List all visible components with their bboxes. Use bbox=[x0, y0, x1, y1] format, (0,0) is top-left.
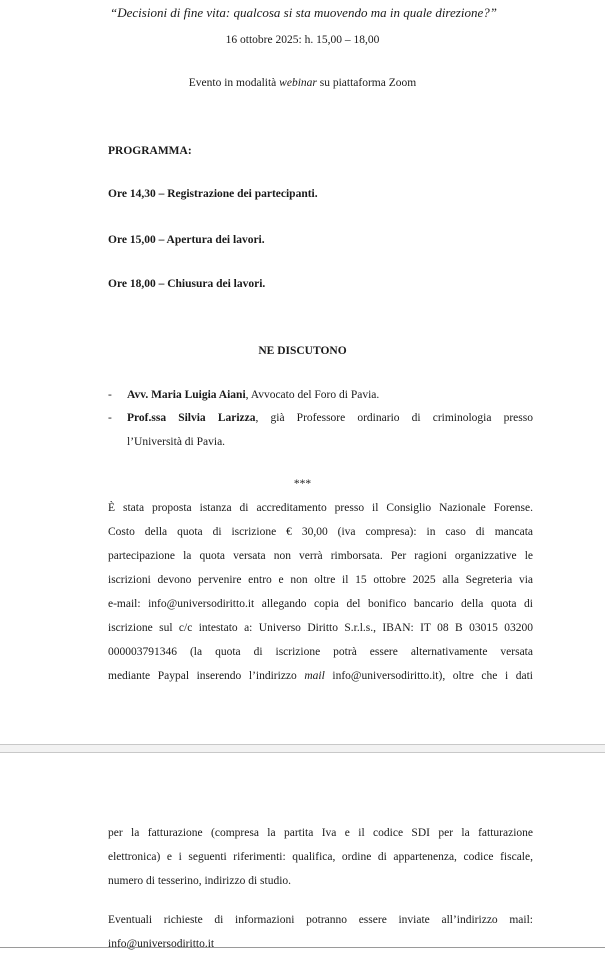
paragraph-line: elettronica) e i seguenti riferimenti: qualifica, ordine di appartenenza, codice fiscale, bbox=[108, 851, 533, 863]
contact-paragraph bbox=[108, 908, 533, 956]
speaker-role: , Avvocato del Foro di Pavia. bbox=[245, 389, 380, 401]
speaker-item bbox=[127, 383, 533, 407]
speaker-line bbox=[127, 406, 533, 430]
program-heading: PROGRAMMA: bbox=[108, 145, 192, 157]
paragraph-line: È stata proposta istanza di accreditamento presso il Consiglio Nazionale Forense. bbox=[108, 502, 533, 514]
paragraph-line: per la fatturazione (compresa la partita Iva e il codice SDI per la fatturazione bbox=[108, 827, 533, 839]
paragraph-line: iscrizione sul c/c intestato a: Universo Diritto S.r.l.s., IBAN: IT 08 B 03015 03200 bbox=[108, 622, 533, 634]
continuation-paragraph bbox=[108, 821, 533, 893]
speaker-name: Avv. Maria Luigia Aiani bbox=[127, 389, 246, 401]
document-page-2 bbox=[0, 753, 605, 950]
paragraph-line: partecipazione la quota versata non verrà rimborsata. Per ragioni organizzative le bbox=[108, 550, 533, 562]
event-mode-prefix: Evento in modalità bbox=[188, 77, 280, 89]
paragraph-line bbox=[108, 664, 533, 688]
speaker-item bbox=[127, 406, 533, 454]
section-separator: *** bbox=[293, 478, 312, 490]
speaker-role: , già Professore ordinario di criminologia presso bbox=[255, 412, 533, 424]
paragraph-line-suffix: info@universodiritto.it), oltre che i dati bbox=[324, 670, 533, 682]
mail-word: mail bbox=[304, 670, 325, 682]
event-mode-suffix: su piattaforma Zoom bbox=[316, 77, 417, 89]
paragraph-line: iscrizioni devono pervenire entro e non oltre il 15 ottobre 2025 alla Segreteria via bbox=[108, 574, 533, 586]
contact-email: info@universodiritto.it bbox=[108, 938, 215, 950]
info-paragraph bbox=[108, 496, 533, 688]
event-date: 16 ottobre 2025: h. 15,00 – 18,00 bbox=[225, 34, 380, 46]
page-break bbox=[0, 744, 605, 753]
program-item: Ore 15,00 – Apertura dei lavori. bbox=[108, 234, 265, 246]
speaker-line: l’Università di Pavia. bbox=[127, 436, 226, 448]
program-item: Ore 14,30 – Registrazione dei partecipanti. bbox=[108, 188, 318, 200]
program-item: Ore 18,00 – Chiusura dei lavori. bbox=[108, 278, 266, 290]
list-bullet: - bbox=[108, 389, 112, 401]
paragraph-line-prefix: mediante Paypal inserendo l’indirizzo bbox=[108, 670, 305, 682]
speaker-name: Prof.ssa Silvia Larizza bbox=[127, 412, 256, 424]
list-bullet: - bbox=[108, 412, 112, 424]
paragraph-line: Eventuali richieste di informazioni potranno essere inviate all’indirizzo mail: bbox=[108, 914, 533, 926]
speakers-heading: NE DISCUTONO bbox=[258, 345, 347, 357]
page-bottom-edge bbox=[0, 947, 605, 948]
paragraph-line: 000003791346 (la quota di iscrizione potrà essere alternativamente versata bbox=[108, 646, 533, 658]
paragraph-line: e-mail: info@universodiritto.it allegando copia del bonifico bancario della quota di bbox=[108, 598, 533, 610]
paragraph-line: Costo della quota di iscrizione € 30,00 (iva compresa): in caso di mancata bbox=[108, 526, 533, 538]
event-title: “Decisioni di fine vita: qualcosa si sta muovendo ma in quale direzione?” bbox=[110, 5, 497, 20]
event-mode-webinar: webinar bbox=[279, 77, 317, 89]
event-mode bbox=[0, 77, 605, 89]
paragraph-line: numero di tesserino, indirizzo di studio. bbox=[108, 875, 292, 887]
